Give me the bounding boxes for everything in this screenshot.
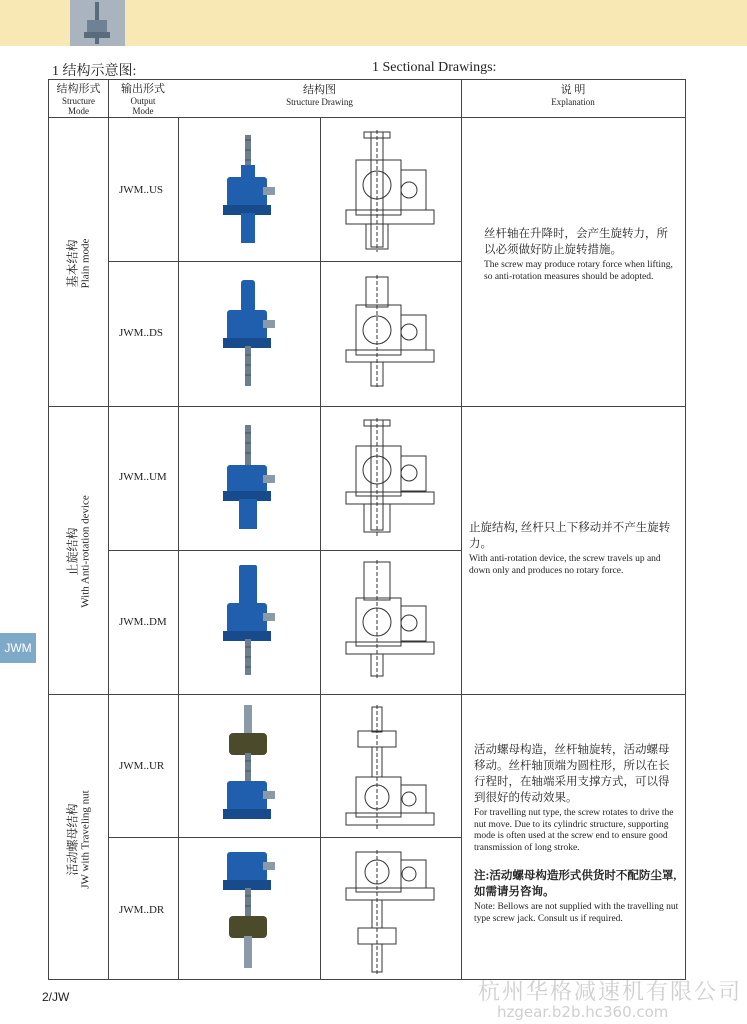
jack-3d-ds-image — [219, 280, 279, 390]
watermark-url: hzgear.b2b.hc360.com — [497, 1003, 669, 1021]
jack-3d-um-image — [219, 425, 279, 535]
section-title-en: 1 Sectional Drawings: — [372, 60, 497, 75]
explanation-anti-rotation: 止旋结构, 丝杆只上下移动并不产生旋转力。 With anti-rotation device, the screw travels up and down only and produces no rotary force. — [469, 522, 671, 576]
group-label-anti-rotation: 止旋结构 With Anti-rotation device — [65, 495, 92, 608]
col-header-drawing: 结构图 Structure Drawing — [286, 84, 353, 107]
jack-logo-icon — [82, 2, 112, 44]
model-label-um: JWM..UM — [119, 471, 167, 483]
explanation-traveling-nut: 活动螺母构造，丝杆轴旋转，活动螺母移动。丝杆轴顶端为圆柱形，所以在长行程时，在轴端采用支撑方式，可以得到很好的传动效果。 For travelling nut type, the screw rotates to drive the nut move. Due to its cylindric structure, supporting mode is often used at the screw end to ensure good transmission of long stroke. 注:活动螺母构造形式供货时不配防尘罩, 如需请另咨询。 Note: Bellows are not supplied with the travelling nut type screw jack. Consult us if required. — [474, 744, 679, 924]
sectional-drawing-um — [344, 418, 439, 538]
group-label-plain: 基本结构 Plain mode — [65, 238, 92, 289]
model-label-dm: JWM..DM — [119, 616, 167, 628]
col-header-explanation: 说 明 Explanation — [551, 84, 595, 107]
jack-3d-us-image — [219, 135, 279, 250]
jack-3d-dm-image — [219, 565, 279, 680]
page-number: 2/JW — [42, 990, 70, 1004]
model-label-us: JWM..US — [119, 184, 164, 196]
sectional-drawing-us — [344, 130, 439, 255]
col-header-structure: 结构形式 Structure Mode — [56, 83, 101, 116]
jack-3d-ur-image — [219, 705, 279, 830]
sectional-drawing-ds — [344, 275, 439, 390]
structure-table — [48, 79, 686, 980]
header-logo — [70, 0, 125, 46]
sectional-drawing-dr — [344, 850, 439, 975]
sectional-drawing-dm — [344, 560, 439, 680]
sectional-drawing-ur — [344, 705, 439, 830]
model-label-ur: JWM..UR — [119, 760, 165, 772]
explanation-plain: 丝杆轴在升降时，会产生旋转力，所以必须做好防止旋转措施。 The screw may produce rotary force when lifting, so anti-rotation measures should be adopted. — [484, 228, 673, 282]
watermark-company: 杭州华格减速机有限公司 — [478, 980, 743, 1005]
col-header-output: 输出形式 Output Mode — [121, 83, 165, 116]
group-label-traveling-nut: 活动螺母结构 JW with Traveling nut — [65, 790, 92, 889]
jack-3d-dr-image — [219, 852, 279, 972]
side-tab-jwm[interactable]: JWM — [0, 633, 36, 663]
model-label-dr: JWM..DR — [119, 904, 165, 916]
model-label-ds: JWM..DS — [119, 327, 164, 339]
section-title-cn: 1 结构示意图: — [52, 64, 137, 79]
